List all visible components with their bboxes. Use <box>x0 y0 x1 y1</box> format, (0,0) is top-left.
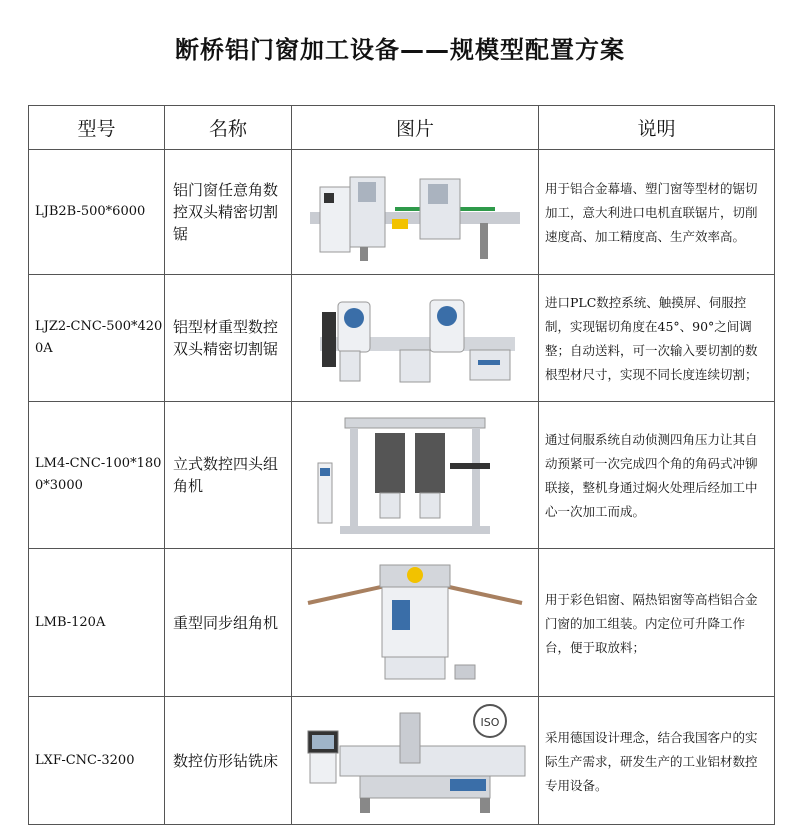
image-cell <box>292 150 539 275</box>
image-cell <box>292 402 539 549</box>
table-row <box>29 150 775 275</box>
model-cell: LXF-CNC-3200 <box>29 697 165 825</box>
desc-cell: 进口PLC数控系统、触摸屏、伺服控制，实现锯切角度在45°、90°之间调整；自动送料，可一次输入要切割的数根型材尺寸，实现不同长度连续切割； <box>539 275 775 402</box>
four-head-crimping-machine-icon <box>300 408 530 543</box>
table-row <box>29 402 775 549</box>
iso-badge-icon <box>474 705 506 737</box>
table-row <box>29 697 775 825</box>
name-cell: 重型同步组角机 <box>165 549 292 697</box>
name-cell: 数控仿形钻铣床 <box>165 697 292 825</box>
header-desc: 说明 <box>539 106 775 150</box>
name-cell: 立式数控四头组角机 <box>165 402 292 549</box>
spec-table <box>28 105 775 825</box>
name-cell: 铝门窗任意角数控双头精密切割锯 <box>165 150 292 275</box>
header-image: 图片 <box>292 106 539 150</box>
name-cell: 铝型材重型数控双头精密切割锯 <box>165 275 292 402</box>
header-model: 型号 <box>29 106 165 150</box>
page-title: 断桥铝门窗加工设备——规模型配置方案 <box>175 36 625 64</box>
iso-text: ISO <box>480 715 500 729</box>
model-cell: LJB2B-500*6000 <box>29 150 165 275</box>
desc-cell: 采用德国设计理念，结合我国客户的实际生产需求，研发生产的工业铝材数控专用设备。 <box>539 697 775 825</box>
image-cell <box>292 697 539 825</box>
desc-cell: 用于铝合金幕墙、塑门窗等型材的锯切加工，意大利进口电机直联锯片，切削速度高、加工精度高、生产效率高。 <box>539 150 775 275</box>
header-name: 名称 <box>165 106 292 150</box>
image-cell <box>292 275 539 402</box>
desc-cell: 通过伺服系统自动侦测四角压力让其自动预紧可一次完成四个角的角码式冲铆联接，整机身通过焖火处理后经加工中心一次加工而成。 <box>539 402 775 549</box>
table-header-row <box>29 106 775 150</box>
image-cell <box>292 549 539 697</box>
table-row <box>29 275 775 402</box>
table-row <box>29 549 775 697</box>
model-cell: LMB-120A <box>29 549 165 697</box>
model-cell: LJZ2-CNC-500*4200A <box>29 275 165 402</box>
corner-crimping-machine-icon <box>300 555 530 690</box>
model-cell: LM4-CNC-100*1800*3000 <box>29 402 165 549</box>
double-head-saw-icon <box>300 157 530 267</box>
heavy-double-head-saw-icon <box>300 282 530 394</box>
cnc-copy-drilling-milling-icon <box>300 701 530 821</box>
desc-cell: 用于彩色铝窗、隔热铝窗等高档铝合金门窗的加工组装。内定位可升降工作台，便于取放料； <box>539 549 775 697</box>
